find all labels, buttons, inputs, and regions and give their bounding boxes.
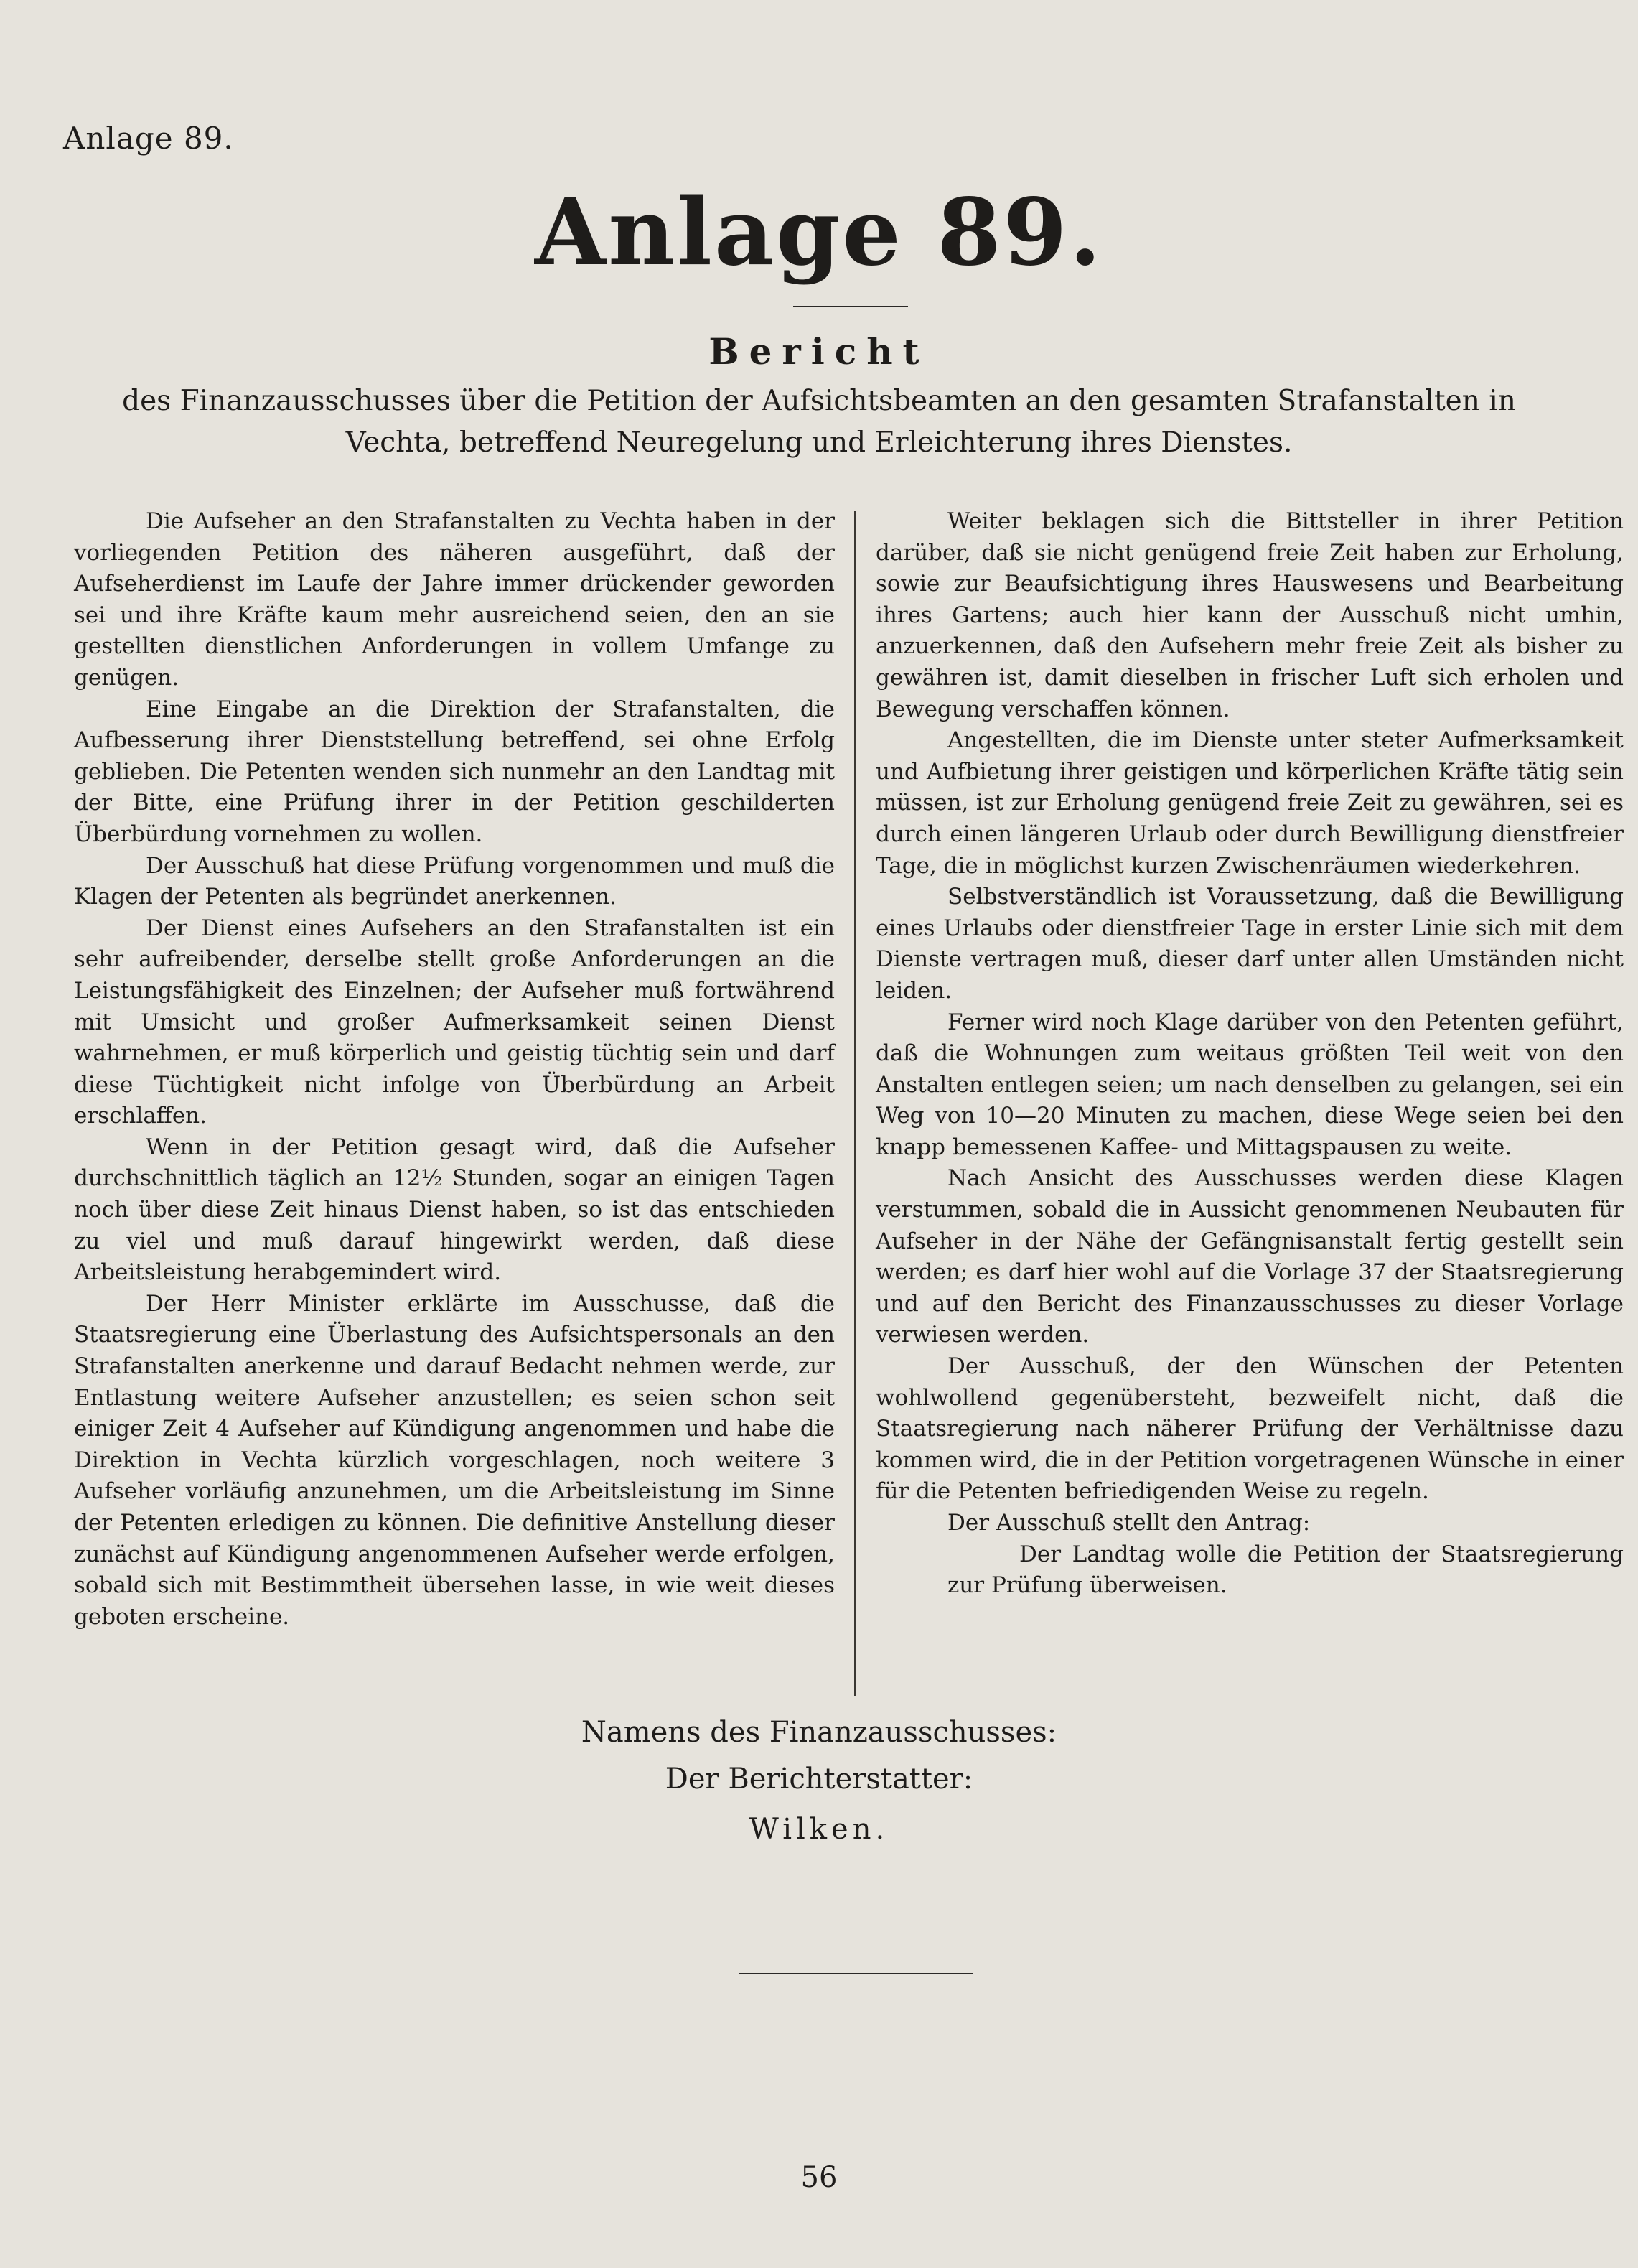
paragraph: Der Herr Minister erklärte im Ausschusse, daß die Staatsregierung eine Überlastung des Aufsichtspersonals an den Strafanstalten anerkenne und darauf Bedacht nehmen werde, zur Entlastung weitere Aufseher anzustellen; es seien schon seit einiger Zeit 4 Aufseher auf Kündigung angenommen und habe die Direktion in Vechta kürzlich vorgeschlagen, noch weitere 3 Aufseher vorläufig anzunehmen, um die Arbeitsleistung im Sinne der Petenten erledigen zu können. Die definitive Anstellung dieser zunächst auf Kündigung angenommenen Aufseher werde erfolgen, sobald sich mit Bestimmtheit übersehen lasse, in wie weit dieses geboten erscheine.	[74, 1290, 835, 1630]
column-divider	[854, 511, 856, 1696]
closing-rule	[739, 1973, 973, 1974]
report-heading: Bericht	[708, 330, 930, 373]
signature-role: Der Berichterstatter:	[665, 1763, 973, 1796]
paragraph: Die Aufseher an den Strafanstalten zu Vechta haben in der vorliegenden Petition des näheren ausgeführt, daß der Aufseherdienst im Laufe der Jahre immer drückender geworden sei und ihre Kräfte kaum mehr ausreichend seien, den an sie gestellten dienstlichen Anforderungen in vollem Umfange zu genügen.	[74, 508, 835, 691]
running-head: Anlage 89.	[63, 121, 234, 156]
paragraph: Selbstverständlich ist Voraussetzung, daß die Bewilligung eines Urlaubs oder dienstfreier Tage in erster Linie sich mit dem Dienste vertragen muß, dieser darf unter allen Umständen nicht leiden.	[876, 884, 1624, 1004]
report-subheading: des Finanzausschusses über die Petition der Aufsichtsbeamten an den gesamten Strafanstalten in Vechta, betreffend Neuregelung und Erleichterung ihres Dienstes.	[122, 385, 1516, 459]
title-rule	[793, 306, 908, 307]
motion-text: Der Landtag wolle die Petition der Staatsregierung zur Prüfung überweisen.	[947, 1541, 1624, 1599]
paragraph: Der Ausschuß hat diese Prüfung vorgenommen und muß die Klagen der Petenten als begründet anerkennen.	[74, 852, 835, 910]
page-number: 56	[800, 2161, 838, 2194]
signature-committee: Namens des Finanzausschusses:	[581, 1716, 1057, 1749]
right-column	[876, 506, 1624, 1602]
motion-intro: Der Ausschuß stellt den Antrag:	[947, 1510, 1311, 1536]
paragraph: Eine Eingabe an die Direktion der Strafanstalten, die Aufbesserung ihrer Dienststellung betreffend, sei ohne Erfolg geblieben. Die Petenten wenden sich nunmehr an den Landtag mit der Bitte, eine Prüfung ihrer in der Petition geschilderten Überbürdung vornehmen zu wollen.	[74, 696, 835, 847]
paragraph: Wenn in der Petition gesagt wird, daß die Aufseher durchschnittlich täglich an 12½ Stunden, sogar an einigen Tagen noch über diese Zeit hinaus Dienst haben, so ist das entschieden zu viel und muß darauf hingewirkt werden, daß diese Arbeitsleistung herabgemindert wird.	[74, 1134, 835, 1286]
signature-name: Wilken.	[749, 1813, 889, 1846]
paragraph: Weiter beklagen sich die Bittsteller in ihrer Petition darüber, daß sie nicht genügend freie Zeit haben zur Erholung, sowie zur Beaufsichtigung ihres Hauswesens und Bearbeitung ihres Gartens; auch hier kann der Ausschuß nicht umhin, anzuerkennen, daß den Aufsehern mehr freie Zeit als bisher zu gewähren ist, damit dieselben in frischer Luft sich erholen und Bewegung verschaffen können.	[876, 508, 1624, 722]
paragraph: Der Dienst eines Aufsehers an den Strafanstalten ist ein sehr aufreibender, derselbe stellt große Anforderungen an die Leistungsfähigkeit des Einzelnen; der Aufseher muß fortwährend mit Umsicht und großer Aufmerksamkeit seinen Dienst wahrnehmen, er muß körperlich und geistig tüchtig sein und darf diese Tüchtigkeit nicht infolge von Überbürdung an Arbeit erschlaffen.	[74, 915, 835, 1129]
paragraph: Nach Ansicht des Ausschusses werden diese Klagen verstummen, sobald die in Aussicht genommenen Neubauten für Aufseher in der Nähe der Gefängnisanstalt fertig gestellt sein werden; es darf hier wohl auf die Vorlage 37 der Staatsregierung und auf den Bericht des Finanzausschusses zu dieser Vorlage verwiesen werden.	[876, 1165, 1624, 1348]
paragraph: Ferner wird noch Klage darüber von den Petenten geführt, daß die Wohnungen zum weitaus größten Teil weit von den Anstalten entlegen seien; um nach denselben zu gelangen, sei ein Weg von 10—20 Minuten zu machen, diese Wege seien bei den knapp bemessenen Kaffee- und Mittagspausen zu weite.	[876, 1009, 1624, 1160]
left-column	[74, 506, 835, 1633]
paragraph: Der Ausschuß, der den Wünschen der Petenten wohlwollend gegenübersteht, bezweifelt nicht, daß die Staatsregierung nach näherer Prüfung der Verhältnisse dazu kommen wird, die in der Petition vorgetragenen Wünsche in einer für die Petenten befriedigenden Weise zu regeln.	[876, 1353, 1624, 1505]
paragraph: Angestellten, die im Dienste unter steter Aufmerksamkeit und Aufbietung ihrer geistigen und körperlichen Kräfte tätig sein müssen, ist zur Erholung genügend freie Zeit zu gewähren, sei es durch einen längeren Urlaub oder durch Bewilligung dienstfreier Tage, die in möglichst kurzen Zwischenräumen wiederkehren.	[876, 727, 1624, 879]
page-title: Anlage 89.	[534, 179, 1104, 286]
